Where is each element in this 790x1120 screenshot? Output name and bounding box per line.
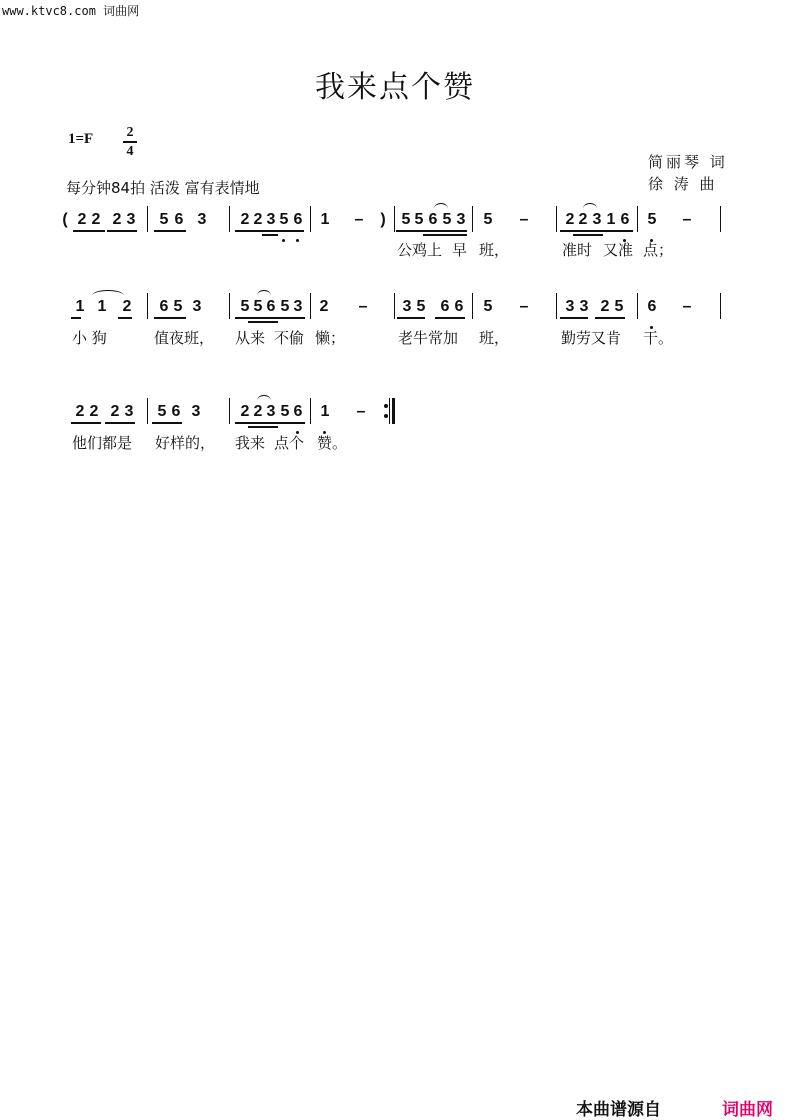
barline bbox=[472, 293, 473, 319]
note: 2 bbox=[122, 298, 132, 315]
lyric: 公鸡上 bbox=[397, 241, 443, 259]
key-signature: 1=F bbox=[68, 131, 94, 147]
lyric: 班， bbox=[479, 329, 510, 347]
barline bbox=[229, 206, 230, 232]
barline bbox=[556, 293, 557, 319]
note-underline bbox=[154, 230, 186, 232]
barline bbox=[394, 206, 395, 232]
note: 2 bbox=[253, 403, 263, 420]
low-octave-dot bbox=[282, 239, 285, 242]
note-underline bbox=[396, 230, 467, 232]
time-signature-bar bbox=[123, 141, 137, 143]
note: 6 bbox=[293, 403, 303, 420]
note: 6 bbox=[454, 298, 464, 315]
note-underline bbox=[595, 317, 625, 319]
barline bbox=[147, 206, 148, 232]
tempo-marking: 每分钟84拍 活泼 富有表情地 bbox=[66, 179, 260, 197]
note: 2 bbox=[240, 403, 250, 420]
note: 5 bbox=[253, 298, 263, 315]
note: 5 bbox=[159, 211, 169, 228]
lyric: 好样的， bbox=[155, 434, 216, 452]
note: 5 bbox=[483, 211, 493, 228]
barline bbox=[310, 293, 311, 319]
note-underline bbox=[71, 422, 101, 424]
footer-site-name: 词曲网 bbox=[722, 1100, 773, 1120]
barline bbox=[637, 206, 638, 232]
note-underline bbox=[235, 317, 305, 319]
note: 1 bbox=[75, 298, 85, 315]
note: 3 bbox=[126, 211, 136, 228]
sustain-dash: – bbox=[682, 211, 692, 228]
note: 5 bbox=[279, 211, 289, 228]
note-underline bbox=[423, 234, 467, 236]
note-underline bbox=[397, 317, 425, 319]
note: 2 bbox=[91, 211, 101, 228]
barline bbox=[556, 206, 557, 232]
footer-source-label: 本曲谱源自 bbox=[576, 1100, 661, 1120]
note: 2 bbox=[110, 403, 120, 420]
song-title: 我来点个赞 bbox=[315, 70, 475, 105]
note: 6 bbox=[174, 211, 184, 228]
note: 5 bbox=[442, 211, 452, 228]
note: 2 bbox=[112, 211, 122, 228]
lyric: 点； bbox=[643, 241, 674, 259]
barline bbox=[720, 293, 721, 319]
sustain-dash: – bbox=[358, 298, 368, 315]
note: 5 bbox=[401, 211, 411, 228]
note-underline bbox=[73, 230, 105, 232]
lyric: 值夜班， bbox=[154, 329, 215, 347]
note: 6 bbox=[266, 298, 276, 315]
note: 3 bbox=[197, 211, 207, 228]
lyricist-credit: 简丽琴 词 bbox=[648, 153, 728, 171]
barline bbox=[147, 398, 148, 424]
note: 3 bbox=[266, 403, 276, 420]
note-underline bbox=[560, 317, 588, 319]
note: 6 bbox=[171, 403, 181, 420]
note: 3 bbox=[124, 403, 134, 420]
note: 3 bbox=[266, 211, 276, 228]
note-underline bbox=[154, 317, 186, 319]
note: 3 bbox=[456, 211, 466, 228]
barline bbox=[229, 398, 230, 424]
lyric: 点个 bbox=[274, 434, 305, 452]
note: 5 bbox=[173, 298, 183, 315]
time-signature-top: 2 bbox=[126, 125, 134, 140]
note: 3 bbox=[402, 298, 412, 315]
note-underline bbox=[560, 230, 633, 232]
note-underline bbox=[248, 426, 278, 428]
lyric: 赞。 bbox=[317, 434, 348, 452]
sustain-dash: – bbox=[354, 211, 364, 228]
time-signature bbox=[123, 125, 137, 159]
note: 1 bbox=[97, 298, 107, 315]
note: 3 bbox=[592, 211, 602, 228]
note: 3 bbox=[293, 298, 303, 315]
lyric: 又准 bbox=[603, 241, 634, 259]
note: 5 bbox=[414, 211, 424, 228]
note-underline bbox=[105, 422, 135, 424]
sustain-dash: – bbox=[519, 298, 529, 315]
note-underline bbox=[262, 230, 304, 232]
note: 1 bbox=[320, 211, 330, 228]
note: 2 bbox=[253, 211, 263, 228]
lyric: 从来 bbox=[235, 329, 266, 347]
lyric: 老牛常加 bbox=[398, 329, 459, 347]
note: 5 bbox=[157, 403, 167, 420]
sustain-dash: – bbox=[519, 211, 529, 228]
barline bbox=[637, 293, 638, 319]
close-paren: ) bbox=[380, 211, 386, 228]
lyric: 班， bbox=[479, 241, 510, 259]
note-underline bbox=[573, 234, 603, 236]
lyric: 准时 bbox=[562, 241, 593, 259]
barline bbox=[720, 206, 721, 232]
sustain-dash: – bbox=[682, 298, 692, 315]
note-underline bbox=[235, 422, 305, 424]
lyric: 干。 bbox=[643, 329, 674, 347]
note-underline bbox=[435, 317, 465, 319]
note: 2 bbox=[319, 298, 329, 315]
composer-credit: 徐 涛 曲 bbox=[648, 175, 718, 193]
lyric: 我来 bbox=[235, 434, 266, 452]
note: 6 bbox=[440, 298, 450, 315]
note: 1 bbox=[320, 403, 330, 420]
note-underline bbox=[152, 422, 182, 424]
note: 2 bbox=[578, 211, 588, 228]
note: 3 bbox=[191, 403, 201, 420]
note: 2 bbox=[75, 403, 85, 420]
time-signature-bottom: 4 bbox=[126, 144, 134, 159]
lyric: 他们都是 bbox=[72, 434, 133, 452]
barline bbox=[472, 206, 473, 232]
barline bbox=[229, 293, 230, 319]
note: 3 bbox=[565, 298, 575, 315]
note: 5 bbox=[483, 298, 493, 315]
note: 6 bbox=[428, 211, 438, 228]
note: 2 bbox=[240, 211, 250, 228]
note-underline bbox=[118, 317, 132, 319]
note: 6 bbox=[159, 298, 169, 315]
note-underline bbox=[107, 230, 137, 232]
note: 5 bbox=[647, 211, 657, 228]
barline bbox=[310, 206, 311, 232]
note: 5 bbox=[240, 298, 250, 315]
note-underline bbox=[262, 234, 278, 236]
note: 2 bbox=[89, 403, 99, 420]
note: 6 bbox=[293, 211, 303, 228]
note: 5 bbox=[614, 298, 624, 315]
final-barline-thin bbox=[389, 398, 390, 424]
lyric: 小 狗 bbox=[72, 329, 107, 347]
note: 2 bbox=[565, 211, 575, 228]
note: 3 bbox=[579, 298, 589, 315]
lyric: 懒； bbox=[315, 329, 346, 347]
barline bbox=[147, 293, 148, 319]
barline bbox=[310, 398, 311, 424]
note: 2 bbox=[600, 298, 610, 315]
note-underline bbox=[71, 317, 81, 319]
note: 5 bbox=[280, 403, 290, 420]
note-underline bbox=[248, 321, 278, 323]
open-paren: ( bbox=[62, 211, 68, 228]
sustain-dash: – bbox=[356, 403, 366, 420]
lyric: 早 bbox=[452, 241, 468, 259]
watermark: www.ktvc8.com 词曲网 bbox=[2, 4, 140, 18]
note: 2 bbox=[77, 211, 87, 228]
note: 3 bbox=[192, 298, 202, 315]
final-barline bbox=[392, 398, 395, 424]
note: 6 bbox=[620, 211, 630, 228]
lyric: 勤劳又肯 bbox=[561, 329, 622, 347]
barline bbox=[394, 293, 395, 319]
lyric: 不偷 bbox=[274, 329, 305, 347]
note: 6 bbox=[647, 298, 657, 315]
note: 5 bbox=[416, 298, 426, 315]
note: 1 bbox=[606, 211, 616, 228]
low-octave-dot bbox=[296, 239, 299, 242]
note: 5 bbox=[280, 298, 290, 315]
